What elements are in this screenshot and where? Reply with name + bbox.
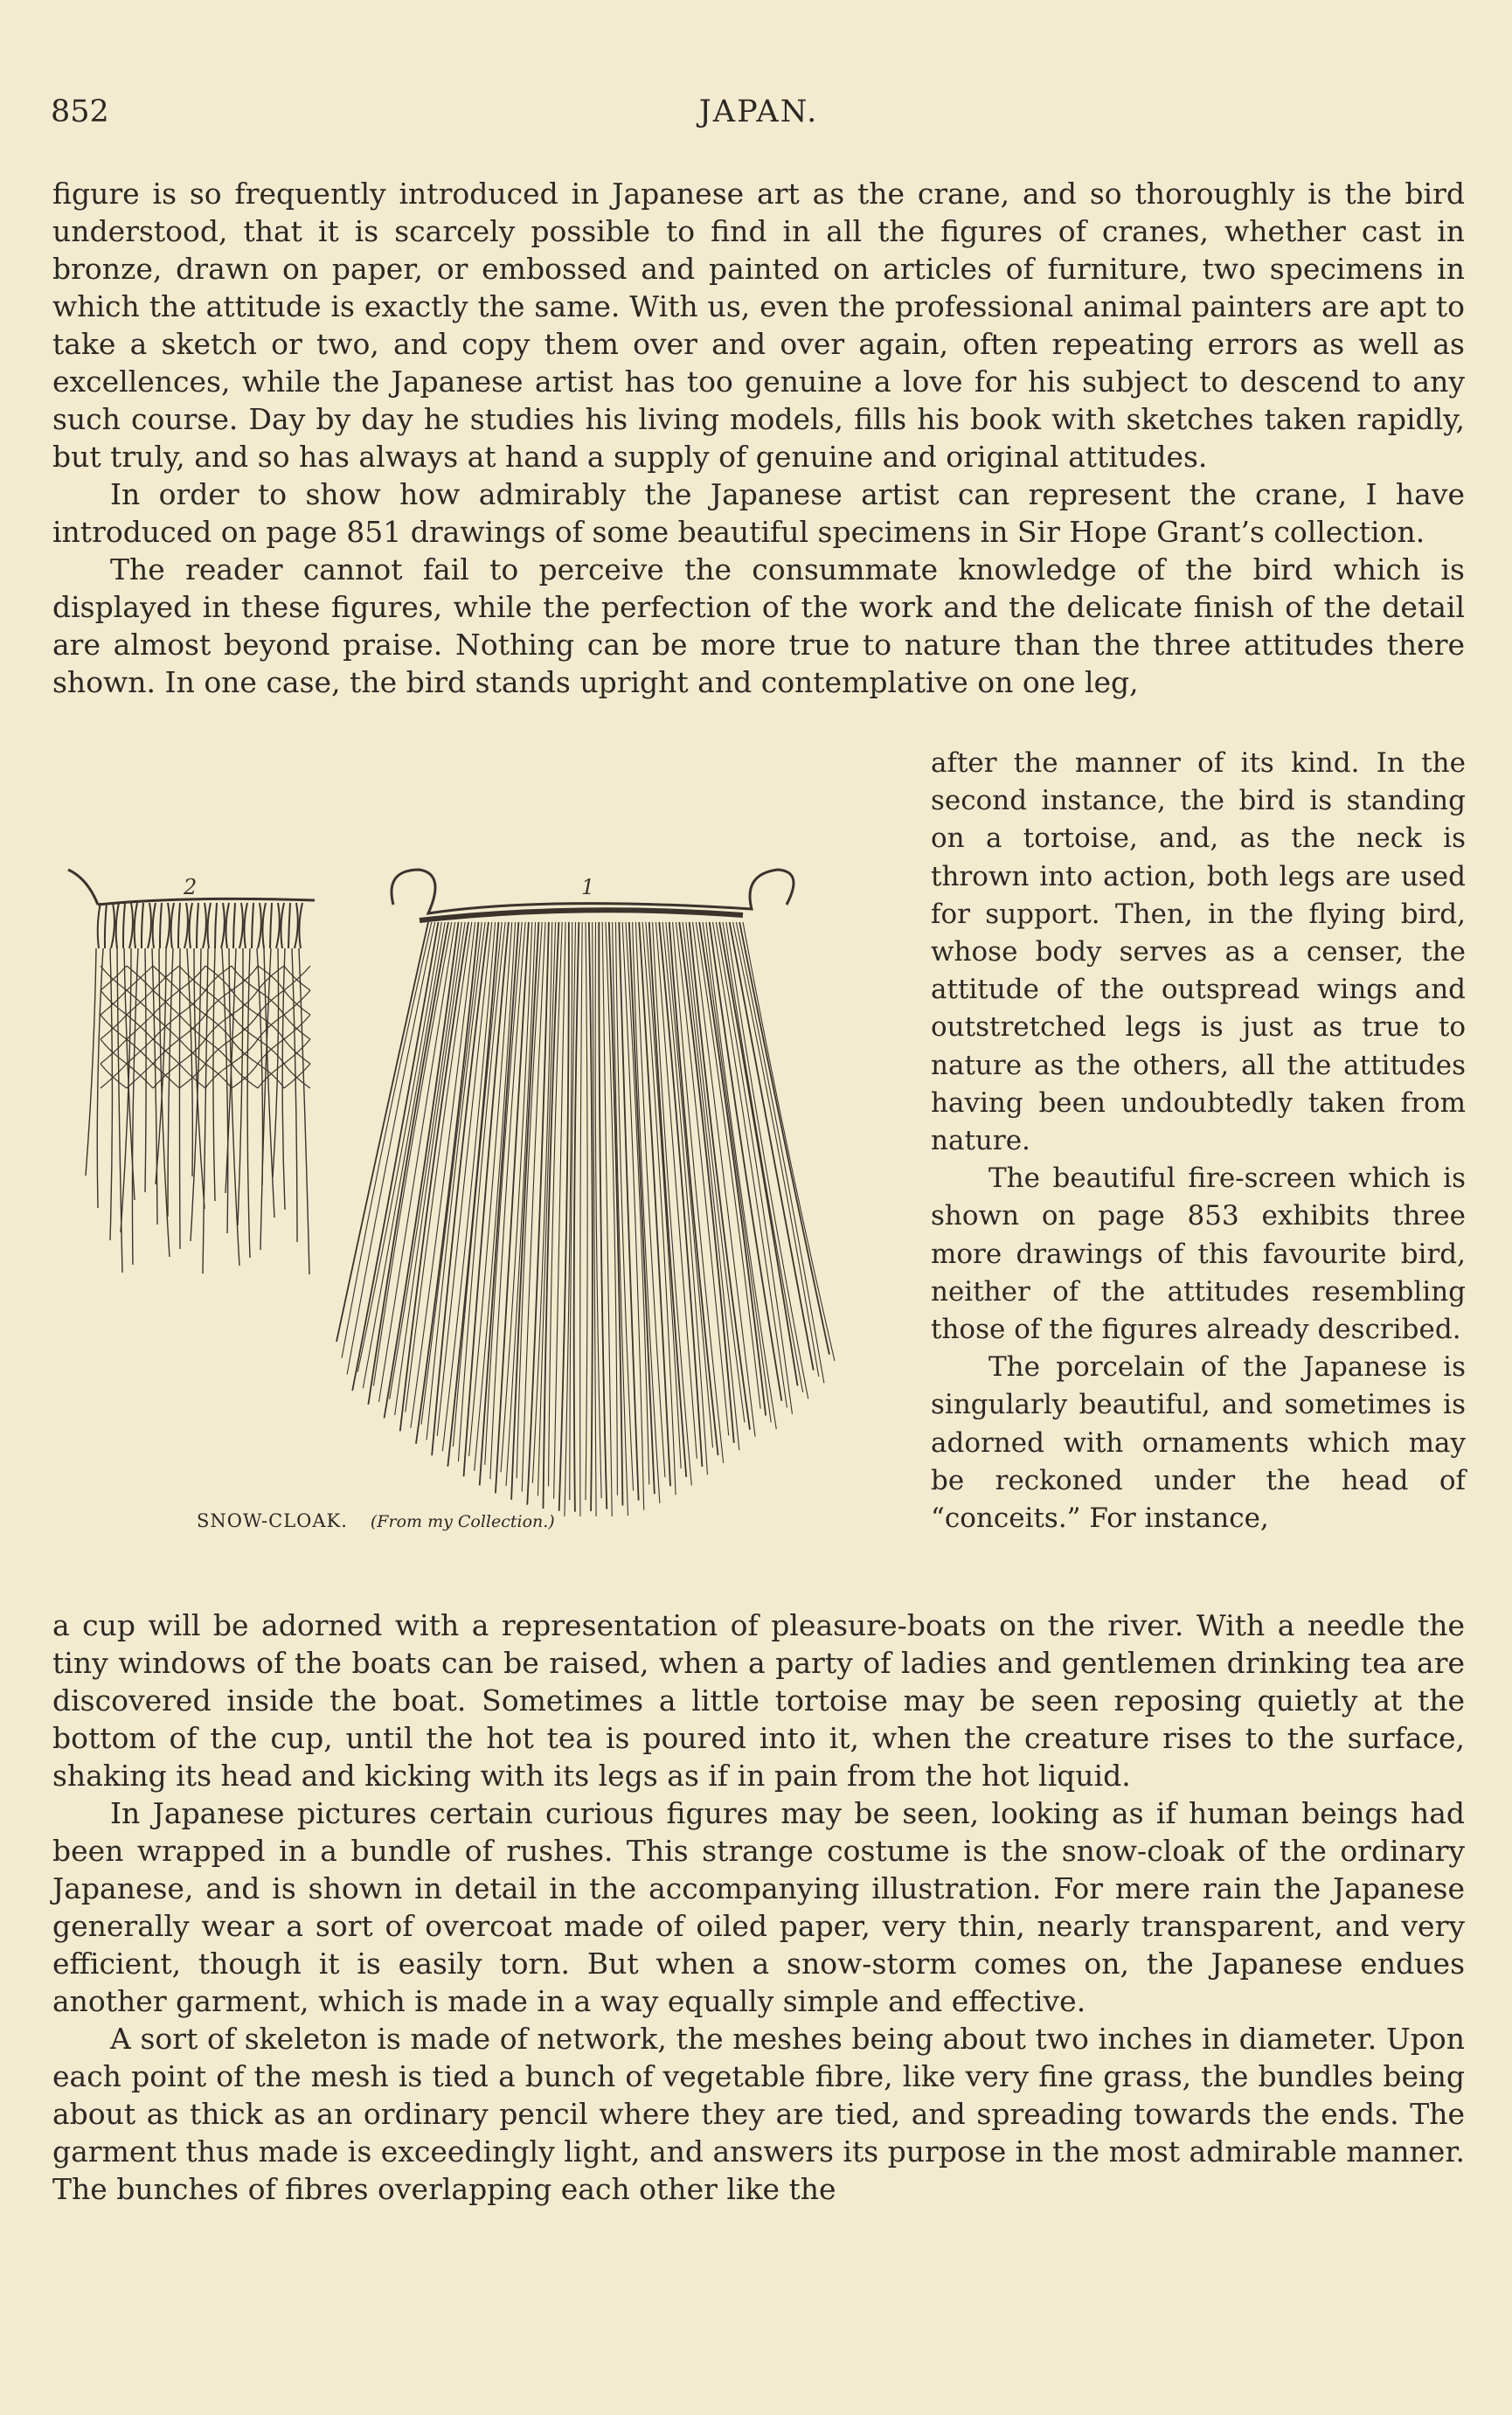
page-number: 852 bbox=[51, 94, 109, 129]
paragraph: The beautiful fire-screen which is shown on page 853 exhibits three more drawings of this favourite bird, neither of the attitudes resembling those of the figures already described. bbox=[931, 1162, 1466, 1346]
paragraph: A sort of skeleton is made of network, the meshes being about two inches in diameter. Upon each point of the mesh is tied a bunch of vegetable fibre, like very fine grass, the bundles being about as thick as an ordinary pencil where they are tied, and spreading towards the ends. The garment thus made is exceedingly light, and answers its purpose in the most admirable manner. The bunches of fibres overlapping each other like the bbox=[52, 2022, 1465, 2206]
paragraph: The porcelain of the Japanese is singularly beautiful, and sometimes is adorned with ornaments which may be reckoned under the head of “conceits.” For instance, bbox=[931, 1351, 1466, 1535]
running-head bbox=[51, 94, 1467, 138]
text-block-bottom bbox=[52, 1607, 1465, 2376]
figure-label-1: 1 bbox=[581, 875, 595, 899]
text-block-top bbox=[52, 175, 1465, 747]
snow-cloak-figure-2 bbox=[68, 870, 315, 1274]
paragraph: In Japanese pictures certain curious figures may be seen, looking as if human beings had been wrapped in a bundle of rushes. This strange costume is the snow-cloak of the ordinary Japanese, and is shown in detail in the accompanying illustration. For mere rain the Japanese generally wear a sort of overcoat made of oiled paper, very thin, nearly transparent, and very efficient, though it is easily torn. But when a snow-storm comes on, the Japanese endues another garment, which is made in a way equally simple and effective. bbox=[52, 1796, 1465, 2018]
paragraph: The reader cannot fail to perceive the consummate knowledge of the bird which is displayed in these figures, while the perfection of the work and the delicate finish of the detail are almost beyond praise. Nothing can be more true to nature than the three attitudes there shown. In one case, the bird stands upright and contemplative on one leg, bbox=[52, 552, 1465, 699]
caption-title: SNOW-CLOAK. bbox=[197, 1510, 348, 1531]
paragraph: figure is so frequently introduced in Japanese art as the crane, and so thoroughly is the bird understood, that it is scarcely possible to find in all the figures of cranes, whether cast in bronze, drawn on paper, or embossed and painted on articles of furniture, two specimens in which the attitude is exactly the same. With us, even the professional animal painters are apt to take a sketch or two, and copy them over and over again, often repeating errors as well as excellences, while the Japanese artist has too genuine a love for his subject to descend to any such course. Day by day he studies his living models, fills his book with sketches taken rapidly, but truly, and so has always at hand a supply of genuine and original attitudes. bbox=[52, 177, 1465, 474]
snow-cloak-illustration bbox=[52, 852, 909, 1543]
snow-cloak-figure-1 bbox=[336, 870, 835, 1516]
figure-caption bbox=[197, 1510, 555, 1531]
paragraph: In order to show how admirably the Japanese artist can represent the crane, I have introduced on page 851 drawings of some beautiful specimens in Sir Hope Grant’s collection. bbox=[52, 477, 1465, 549]
paragraph: a cup will be adorned with a representation of pleasure-boats on the river. With a needle the tiny windows of the boats can be raised, when a party of ladies and gentlemen drinking tea are discovered inside the boat. Sometimes a little tortoise may be seen reposing quietly at the bottom of the cup, until the hot tea is poured into it, when the creature rises to the surface, shaking its head and kicking with its legs as if in pain from the hot liquid. bbox=[52, 1608, 1465, 1793]
snow-cloak-drawing bbox=[52, 852, 909, 1516]
caption-source: (From my Collection.) bbox=[370, 1512, 555, 1531]
running-title: JAPAN. bbox=[698, 94, 819, 129]
figure-label-2: 2 bbox=[184, 875, 198, 899]
paragraph: after the manner of its kind. In the second instance, the bird is standing on a tortoise, and, as the neck is thrown into action, both legs are used for support. Then, in the flying bird, whose body serves as a censer, the attitude of the outspread wings and outstretched legs is just as true to nature as the others, all the attitudes having been undoubtedly taken from nature. bbox=[931, 747, 1466, 1157]
text-block-side bbox=[931, 745, 1466, 1608]
